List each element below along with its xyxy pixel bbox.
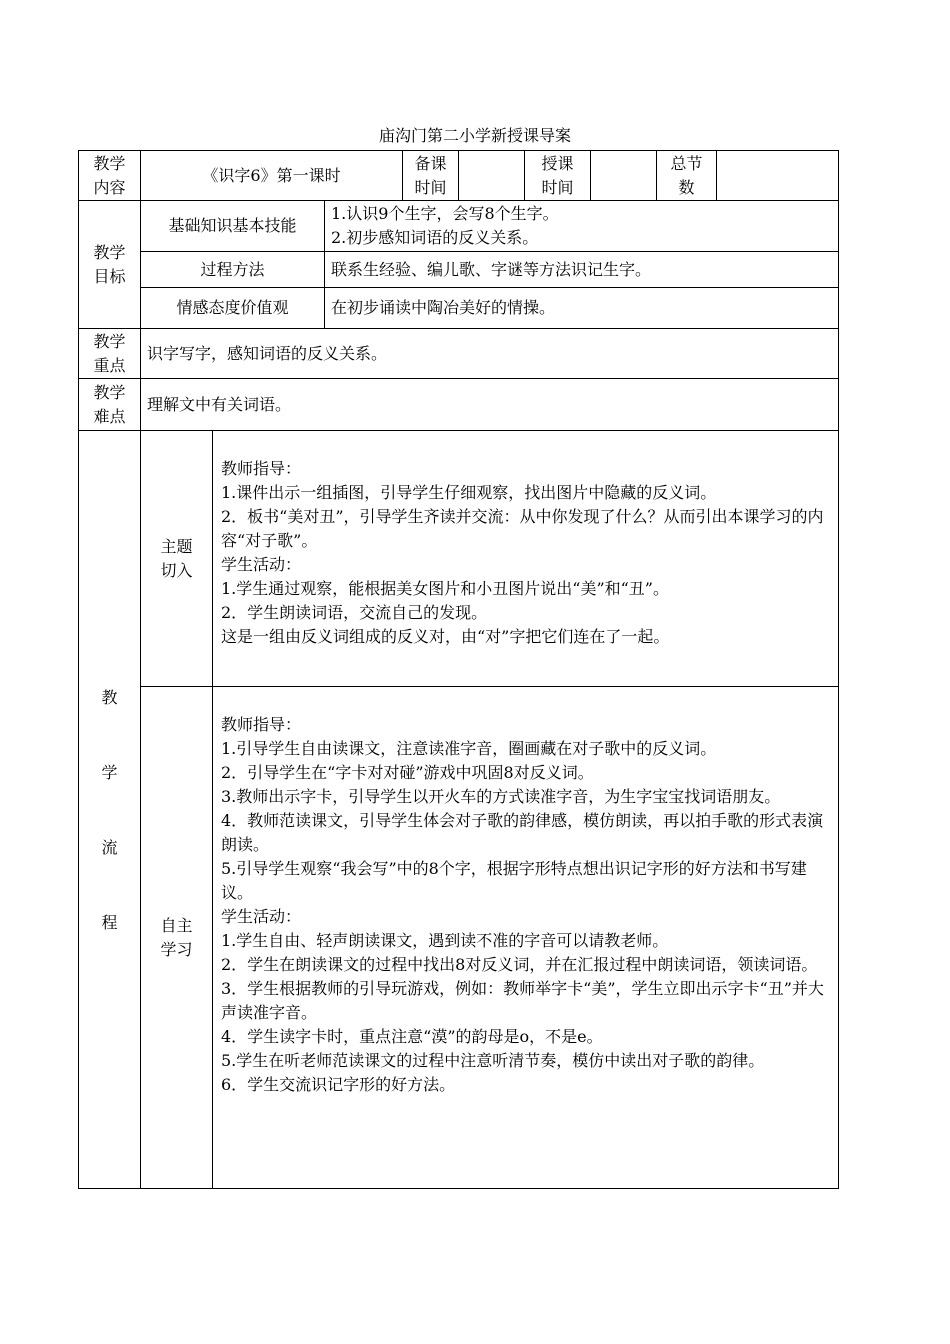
difficulty-text: 理解文中有关词语。 <box>141 379 839 431</box>
section-content-2: 教师指导： 1.引导学生自由读课文，注意读准字音，圈画藏在对子歌中的反义词。 2．引导学生在“字卡对对碰”游戏中巩固8对反义词。 3.教师出示字卡，引导学生以开火车的方式读准字音，为生字宝宝找词语朋友。 4．教师范读课文，引导学生体会对子歌的韵律感，模仿朗读，再以拍手歌的形式表演朗读。 5.引导学生观察“我会写”中的8个字，根据字形特点想出识记字形的好方法和书写建议。 学生活动： 1.学生自由、轻声朗读课文，遇到读不准的字音可以请教老师。 2．学生在朗读课文的过程中找出8对反义词，并在汇报过程中朗读词语，领读词语。 3．学生根据教师的引导玩游戏，例如：教师举字卡“美”，学生立即出示字卡“丑”并大声读准字音。 4．学生读字卡时，重点注意“漠”的韵母是o，不是e。 5.学生在听老师范读课文的过程中注意听清节奏，模仿中读出对子歌的韵律。 6．学生交流识记字形的好方法。 <box>213 687 839 1189</box>
section-name-2: 自主 学习 <box>141 687 213 1189</box>
page-title: 庙沟门第二小学新授课导案 <box>378 126 571 145</box>
goal-name-1: 基础知识基本技能 <box>141 201 325 252</box>
goal-name-3: 情感态度价值观 <box>141 288 325 329</box>
goal-row-3 <box>79 288 839 329</box>
key-point-row <box>79 329 839 379</box>
goal-row-2 <box>79 252 839 288</box>
goal-content-1: 1.认识9个生字，会写8个生字。 2.初步感知词语的反义关系。 <box>325 201 839 252</box>
section-content-1: 教师指导： 1.课件出示一组插图，引导学生仔细观察，找出图片中隐藏的反义词。 2．板书“美对丑”，引导学生齐读并交流：从中你发现了什么？从而引出本课学习的内容“对子歌”。 学生活动： 1.学生通过观察，能根据美女图片和小丑图片说出“美”和“丑”。 2．学生朗读词语，交流自己的发现。 这是一组由反义词组成的反义对，由“对”字把它们连在了一起。 <box>213 431 839 687</box>
lesson-title: 《识字6》第一课时 <box>141 151 403 201</box>
header-row <box>79 151 839 201</box>
lesson-plan-table <box>78 150 839 1189</box>
key-point-text: 识字写字，感知词语的反义关系。 <box>141 329 839 379</box>
process-label: 教 学 流 程 <box>79 431 141 1189</box>
prep-time-value <box>459 151 525 201</box>
total-lessons-value <box>717 151 839 201</box>
content-label-cell: 教学 内容 <box>79 151 141 201</box>
teach-time-label: 授课 时间 <box>525 151 591 201</box>
goal-content-3: 在初步诵读中陶冶美好的情操。 <box>325 288 839 329</box>
goal-content-2: 联系生经验、编儿歌、字谜等方法识记生字。 <box>325 252 839 288</box>
process-row-1 <box>79 431 839 687</box>
section-name-1: 主题 切入 <box>141 431 213 687</box>
prep-time-label: 备课 时间 <box>403 151 459 201</box>
key-point-label: 教学 重点 <box>79 329 141 379</box>
total-lessons-label: 总节 数 <box>657 151 717 201</box>
difficulty-label: 教学 难点 <box>79 379 141 431</box>
goal-name-2: 过程方法 <box>141 252 325 288</box>
goals-label: 教学 目标 <box>79 201 141 329</box>
difficulty-row <box>79 379 839 431</box>
goal-row-1 <box>79 201 839 252</box>
teach-time-value <box>591 151 657 201</box>
process-row-2 <box>79 687 839 1189</box>
